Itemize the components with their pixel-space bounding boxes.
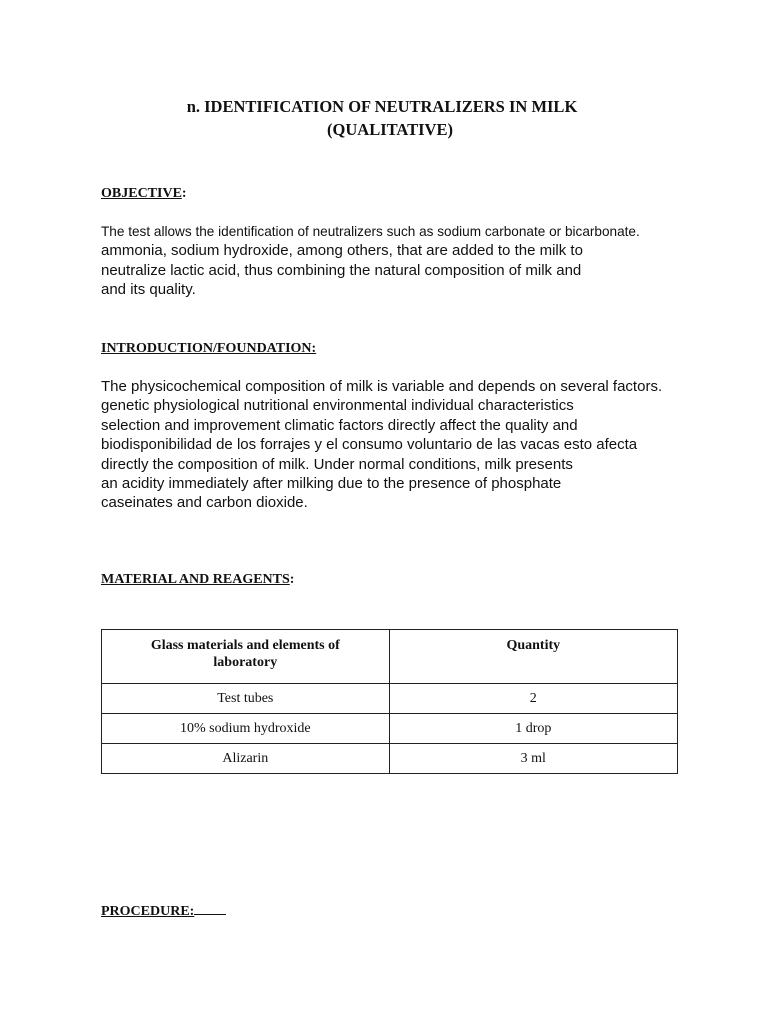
objective-line-1: The test allows the identification of neutralizers such as sodium carbonate or bicarbonate. bbox=[101, 224, 640, 239]
introduction-line-2: genetic physiological nutritional environmental individual characteristics bbox=[101, 397, 574, 415]
objective-line-2: ammonia, sodium hydroxide, among others, that are added to the milk to bbox=[101, 242, 583, 260]
table-row bbox=[102, 744, 678, 774]
table-header-row bbox=[102, 630, 678, 684]
title-line-1: n. IDENTIFICATION OF NEUTRALIZERS IN MILK bbox=[186, 97, 578, 116]
procedure-heading bbox=[101, 903, 226, 921]
introduction-line-3: selection and improvement climatic factors directly affect the quality and bbox=[101, 416, 578, 434]
title-line-2: (QUALITATIVE) bbox=[327, 120, 453, 139]
introduction-heading-text: INTRODUCTION/FOUNDATION: bbox=[101, 341, 317, 356]
table-cell-material: Test tubes bbox=[102, 684, 390, 714]
table-cell-material: 10% sodium hydroxide bbox=[102, 714, 390, 744]
introduction-line-6: an acidity immediately after milking due to the presence of phosphate bbox=[101, 475, 562, 493]
introduction-line-4: biodisponibilidad de los forrajes y el consumo voluntario de las vacas esto afecta bbox=[101, 436, 638, 454]
objective-line-3: neutralize lactic acid, thus combining the natural composition of milk and bbox=[101, 261, 582, 279]
table-cell-material: Alizarin bbox=[102, 744, 390, 774]
header-cell-quantity: Quantity bbox=[389, 630, 677, 684]
table-cell-quantity: 1 drop bbox=[389, 714, 677, 744]
objective-paragraph bbox=[101, 222, 640, 300]
objective-heading-colon: : bbox=[181, 186, 187, 201]
table-row bbox=[102, 714, 678, 744]
procedure-heading-rule bbox=[194, 913, 226, 915]
introduction-paragraph bbox=[101, 377, 662, 513]
objective-heading bbox=[101, 185, 187, 203]
materials-heading bbox=[101, 571, 294, 589]
table-row bbox=[102, 684, 678, 714]
introduction-line-5: directly the composition of milk. Under normal conditions, milk presents bbox=[101, 455, 573, 473]
introduction-line-1: The physicochemical composition of milk is variable and depends on several factors. bbox=[101, 378, 663, 395]
materials-table bbox=[101, 629, 678, 774]
introduction-heading bbox=[101, 340, 316, 358]
header-cell-materials: Glass materials and elements of laboratory bbox=[102, 630, 390, 684]
procedure-heading-text: PROCEDURE: bbox=[101, 904, 195, 919]
materials-heading-text: MATERIAL AND REAGENTS bbox=[101, 572, 290, 587]
table-cell-quantity: 2 bbox=[389, 684, 677, 714]
document-title bbox=[0, 95, 768, 141]
introduction-line-7: caseinates and carbon dioxide. bbox=[101, 494, 308, 512]
objective-heading-text: OBJECTIVE bbox=[101, 186, 182, 201]
table-cell-quantity: 3 ml bbox=[389, 744, 677, 774]
objective-line-4: and its quality. bbox=[101, 281, 196, 299]
materials-heading-colon: : bbox=[289, 572, 295, 587]
